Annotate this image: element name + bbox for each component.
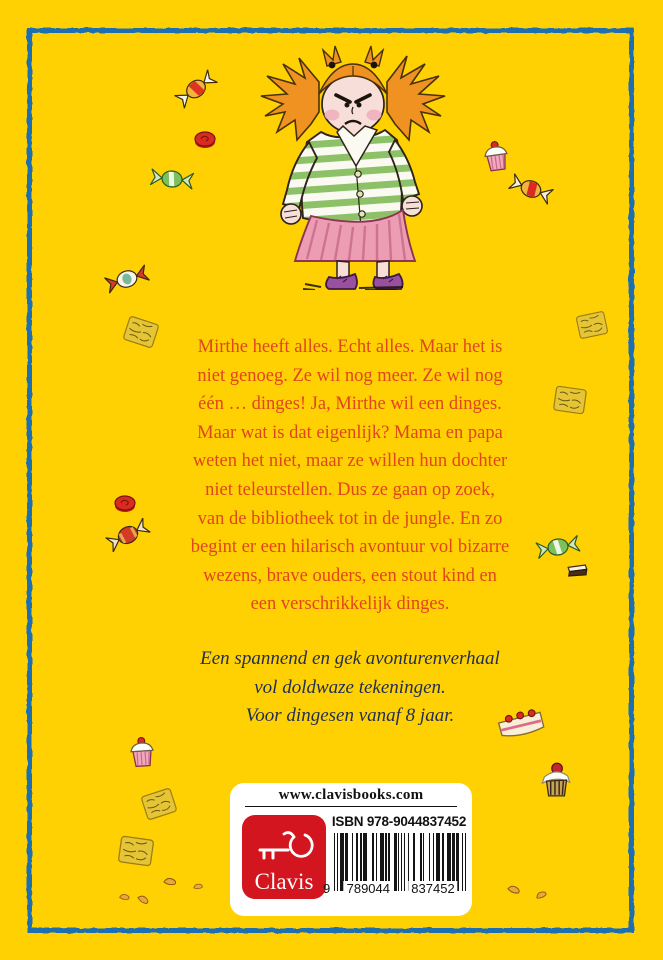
tagline-text [60, 645, 640, 731]
hard-candy-icon [192, 130, 218, 150]
blurb-line: één … dinges! Ja, Mirthe wil een dinges. [198, 394, 502, 415]
blurb-line: weten het niet, maar ze willen hun dochter [192, 451, 508, 472]
wrapped-candy-icon [169, 64, 223, 114]
blurb-line: Maar wat is dat eigenlijk? Mama en papa [197, 422, 503, 443]
cupcake-icon [125, 733, 159, 769]
footer-panel [230, 783, 472, 916]
clavis-logo [242, 815, 326, 899]
wrapped-candy-icon [505, 168, 557, 209]
blurb-line: Mirthe heeft alles. Echt alles. Maar het is [197, 337, 503, 357]
blurb-line: niet genoeg. Ze wil nog meer. Ze wil nog [197, 365, 503, 386]
crumb-icon [505, 882, 523, 895]
blurb-line: wezens, brave ouders, een stout kind en [203, 565, 497, 586]
angry-girl-illustration [253, 40, 453, 290]
gold-wrapper-icon [114, 833, 158, 868]
crumb-icon [135, 891, 153, 906]
tagline-line: vol doldwaze tekeningen. [254, 676, 446, 698]
barcode [323, 833, 466, 896]
tagline-line: Een spannend en gek avonturenverhaal [200, 648, 500, 669]
clavis-wordmark: Clavis [254, 869, 314, 894]
crumb-icon [162, 876, 178, 886]
blurb-line: begint er een hilarisch avontuur vol bizarre [190, 537, 510, 558]
crumb-icon [118, 892, 131, 901]
crumb-icon [191, 881, 205, 892]
wrapped-candy-icon [101, 260, 153, 299]
crumb-icon [533, 887, 550, 902]
gold-wrapper-icon [139, 785, 180, 822]
blurb-text [60, 333, 640, 619]
barcode-digit-first: 9 [323, 881, 331, 896]
divider [245, 806, 457, 807]
blurb-line: een verschrikkelijk dinges. [250, 594, 450, 615]
muffin-jar-icon [540, 760, 572, 798]
isbn-text: ISBN 978-9044837452 [331, 814, 467, 829]
tagline-line: Voor dingesen vanaf 8 jaar. [245, 705, 455, 726]
blurb-line: niet teleurstellen. Dus ze gaan op zoek, [205, 479, 495, 500]
clavis-key-icon [254, 825, 314, 867]
barcode-digit-group2: 837452 [408, 881, 457, 896]
barcode-digit-group1: 789044 [344, 881, 393, 896]
cupcake-icon [478, 136, 514, 174]
wrapped-candy-icon [147, 164, 197, 195]
blurb-line: van de bibliotheek tot in de jungle. En zo [197, 508, 503, 529]
barcode-digits [323, 881, 466, 896]
website-url: www.clavisbooks.com [278, 787, 424, 803]
